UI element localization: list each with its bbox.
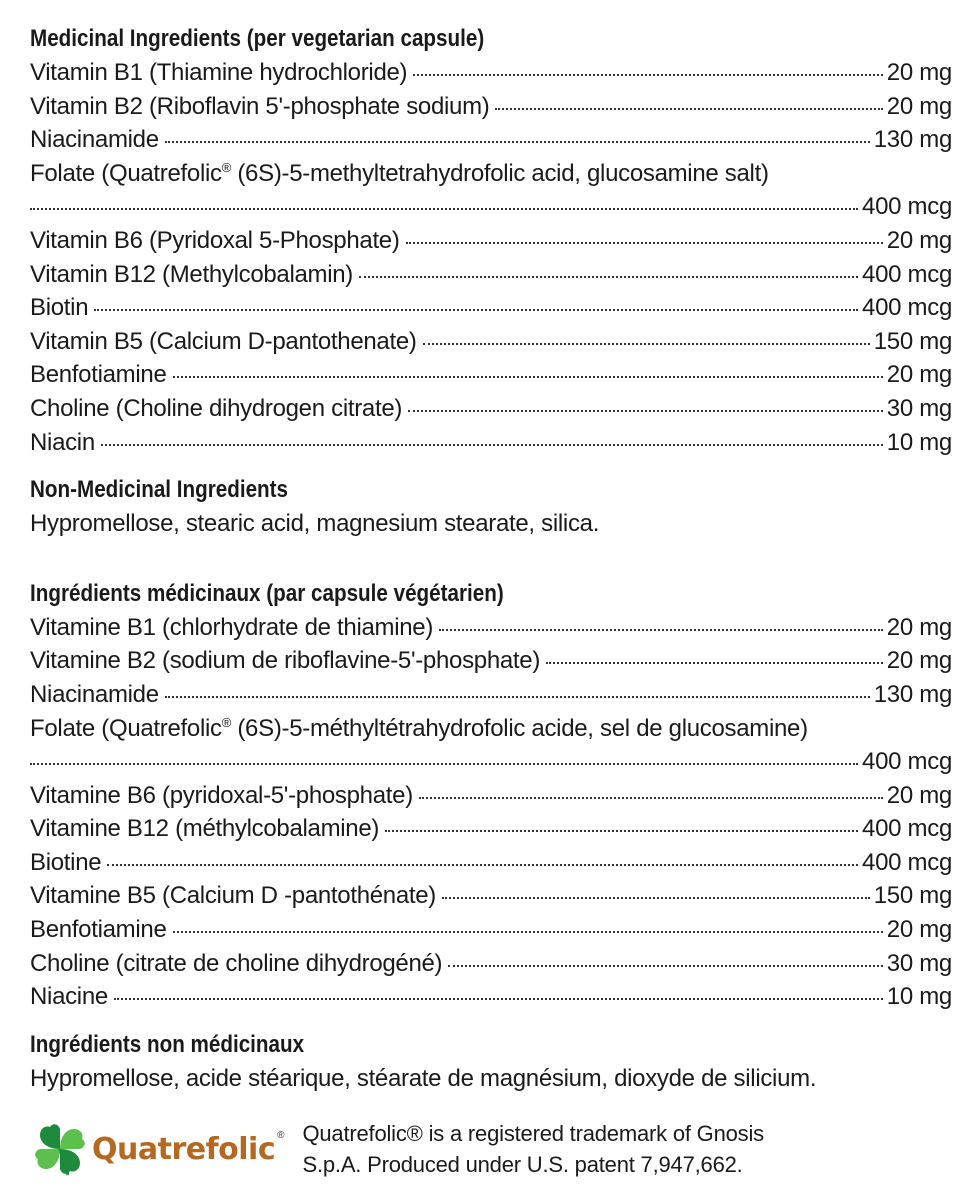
ingredient-row [30,846,952,880]
ingredient-row [30,56,952,90]
ingredient-amount: 20 mg [886,92,952,120]
registered-mark: ® [221,714,231,730]
ingredient-row [30,879,952,913]
trademark-note [302,1118,763,1180]
ingredient-row [30,644,952,678]
ingredient-amount: 20 mg [886,59,952,86]
dot-leader [30,207,858,210]
ingredient-name-part: (6S)-5-methyltetrahydrofolic acid, glucosamine salt) [231,159,769,187]
dot-leader [114,997,883,1000]
four-leaf-clover-icon [30,1119,90,1179]
ingredient-amount: 150 mg [873,327,952,355]
trademark-note-line: S.p.A. Produced under U.S. patent 7,947,662. [302,1152,743,1177]
non-medicinal-ingredients-title-fr: Ingrédients non médicinaux [30,1030,305,1058]
ingredient-name-part: (6S)-5-méthyltétrahydrofolic acide, sel de glucosamine) [231,714,808,742]
ingredient-row [30,224,952,258]
ingredient-amount: 20 mg [886,781,952,809]
ingredient-row [30,123,952,157]
supplement-facts-panel [30,22,952,1095]
ingredient-name-part: Folate (Quatrefolic [30,159,222,187]
ingredient-row [30,90,952,124]
ingredient-row [30,426,952,460]
ingredient-name: Vitamine B6 (pyridoxal-5'-phosphate) [30,781,413,809]
trademark-note-line: Quatrefolic® is a registered trademark of Gnosis [302,1121,764,1146]
dot-leader [359,275,858,278]
ingredient-amount: 400 mcg [862,193,952,221]
ingredient-name: Choline (Choline dihydrogen citrate) [30,394,403,422]
medicinal-ingredients-title-fr: Ingrédients médicinaux (par capsule végétarien) [30,579,504,607]
ingredient-name: Vitamine B12 (méthylcobalamine) [30,815,380,843]
ingredient-name: Niacinamide [30,680,159,708]
ingredient-name: Vitamin B5 (Calcium D-pantothenate) [30,327,417,355]
ingredient-row [30,980,952,1014]
dot-leader [419,796,883,799]
dot-leader [173,375,883,378]
footer [30,1116,950,1182]
dot-leader [423,342,870,345]
ingredient-name-part: Folate (Quatrefolic [30,714,222,742]
dot-leader [546,661,883,664]
ingredient-row [30,325,952,359]
quatrefolic-logo [30,1119,284,1179]
ingredient-amount: 400 mcg [862,815,952,843]
dot-leader [30,762,858,765]
ingredient-row [30,913,952,947]
ingredient-amount: 130 mg [873,126,952,154]
ingredient-name-long [30,712,952,746]
ingredient-row [30,812,952,846]
dot-leader [94,308,858,311]
brand-name: Quatrefolic [92,1131,276,1167]
ingredient-name: Biotin [30,294,89,322]
ingredient-name: Vitamine B2 (sodium de riboflavine-5'-phosphate) [30,647,541,675]
ingredient-row [30,358,952,392]
ingredient-name: Vitamin B6 (Pyridoxal 5-Phosphate) [30,226,400,254]
dot-leader [101,443,883,446]
ingredient-row [30,611,952,645]
dot-leader [406,241,883,244]
ingredient-amount: 400 mcg [862,260,952,288]
ingredient-amount: 400 mcg [862,748,952,776]
ingredient-name: Niacine [30,983,108,1011]
non-medicinal-ingredients-text-fr: Hypromellose, acide stéarique, stéarate de magnésium, dioxyde de silicium. [30,1064,817,1092]
ingredient-name: Choline (citrate de choline dihydrogéné) [30,949,443,977]
ingredient-row [30,291,952,325]
brand-registered-mark: ® [277,1129,285,1141]
ingredient-row [30,258,952,292]
dot-leader [165,695,870,698]
ingredient-name-long [30,157,952,191]
ingredient-name: Benfotiamine [30,361,167,389]
dot-leader [413,73,883,76]
ingredient-name: Benfotiamine [30,916,167,944]
ingredient-name: Niacinamide [30,126,159,154]
ingredient-row [30,392,952,426]
dot-leader [439,628,883,631]
dot-leader [495,107,882,110]
dot-leader [448,964,883,967]
ingredient-name: Vitamin B12 (Methylcobalamin) [30,260,353,288]
non-medicinal-ingredients-text: Hypromellose, stearic acid, magnesium stearate, silica. [30,510,600,538]
registered-mark: ® [221,159,231,175]
ingredient-amount: 20 mg [886,613,952,641]
dot-leader [442,896,870,899]
ingredient-name: Vitamine B1 (chlorhydrate de thiamine) [30,613,434,641]
dot-leader [165,140,870,143]
ingredient-row [30,947,952,981]
ingredient-row [30,779,952,813]
ingredient-amount: 30 mg [886,949,952,977]
ingredient-name: Vitamine B5 (Calcium D -pantothénate) [30,882,436,910]
medicinal-ingredients-title: Medicinal Ingredients (per vegetarian capsule) [30,25,485,52]
dot-leader [107,863,858,866]
ingredient-amount: 20 mg [886,916,952,944]
non-medicinal-ingredients-title: Non-Medicinal Ingredients [30,476,289,504]
dot-leader [408,409,883,412]
ingredient-amount: 20 mg [886,226,952,254]
dot-leader [385,829,858,832]
ingredient-name: Niacin [30,428,95,456]
ingredient-amount: 20 mg [886,361,952,389]
ingredient-amount: 30 mg [886,394,952,422]
dot-leader [173,930,883,933]
ingredient-amount: 400 mcg [862,294,952,322]
ingredient-row [30,190,952,224]
ingredient-amount: 10 mg [886,983,952,1011]
ingredient-name: Vitamin B2 (Riboflavin 5'-phosphate sodium) [30,92,490,120]
ingredient-name: Vitamin B1 (Thiamine hydrochloride) [30,59,408,86]
ingredient-amount: 150 mg [873,882,952,910]
ingredient-amount: 20 mg [886,647,952,675]
ingredient-amount: 130 mg [873,680,952,708]
ingredient-amount: 400 mcg [862,848,952,876]
ingredient-row [30,745,952,779]
ingredient-amount: 10 mg [886,428,952,456]
ingredient-row [30,678,952,712]
ingredient-name: Biotine [30,848,102,876]
